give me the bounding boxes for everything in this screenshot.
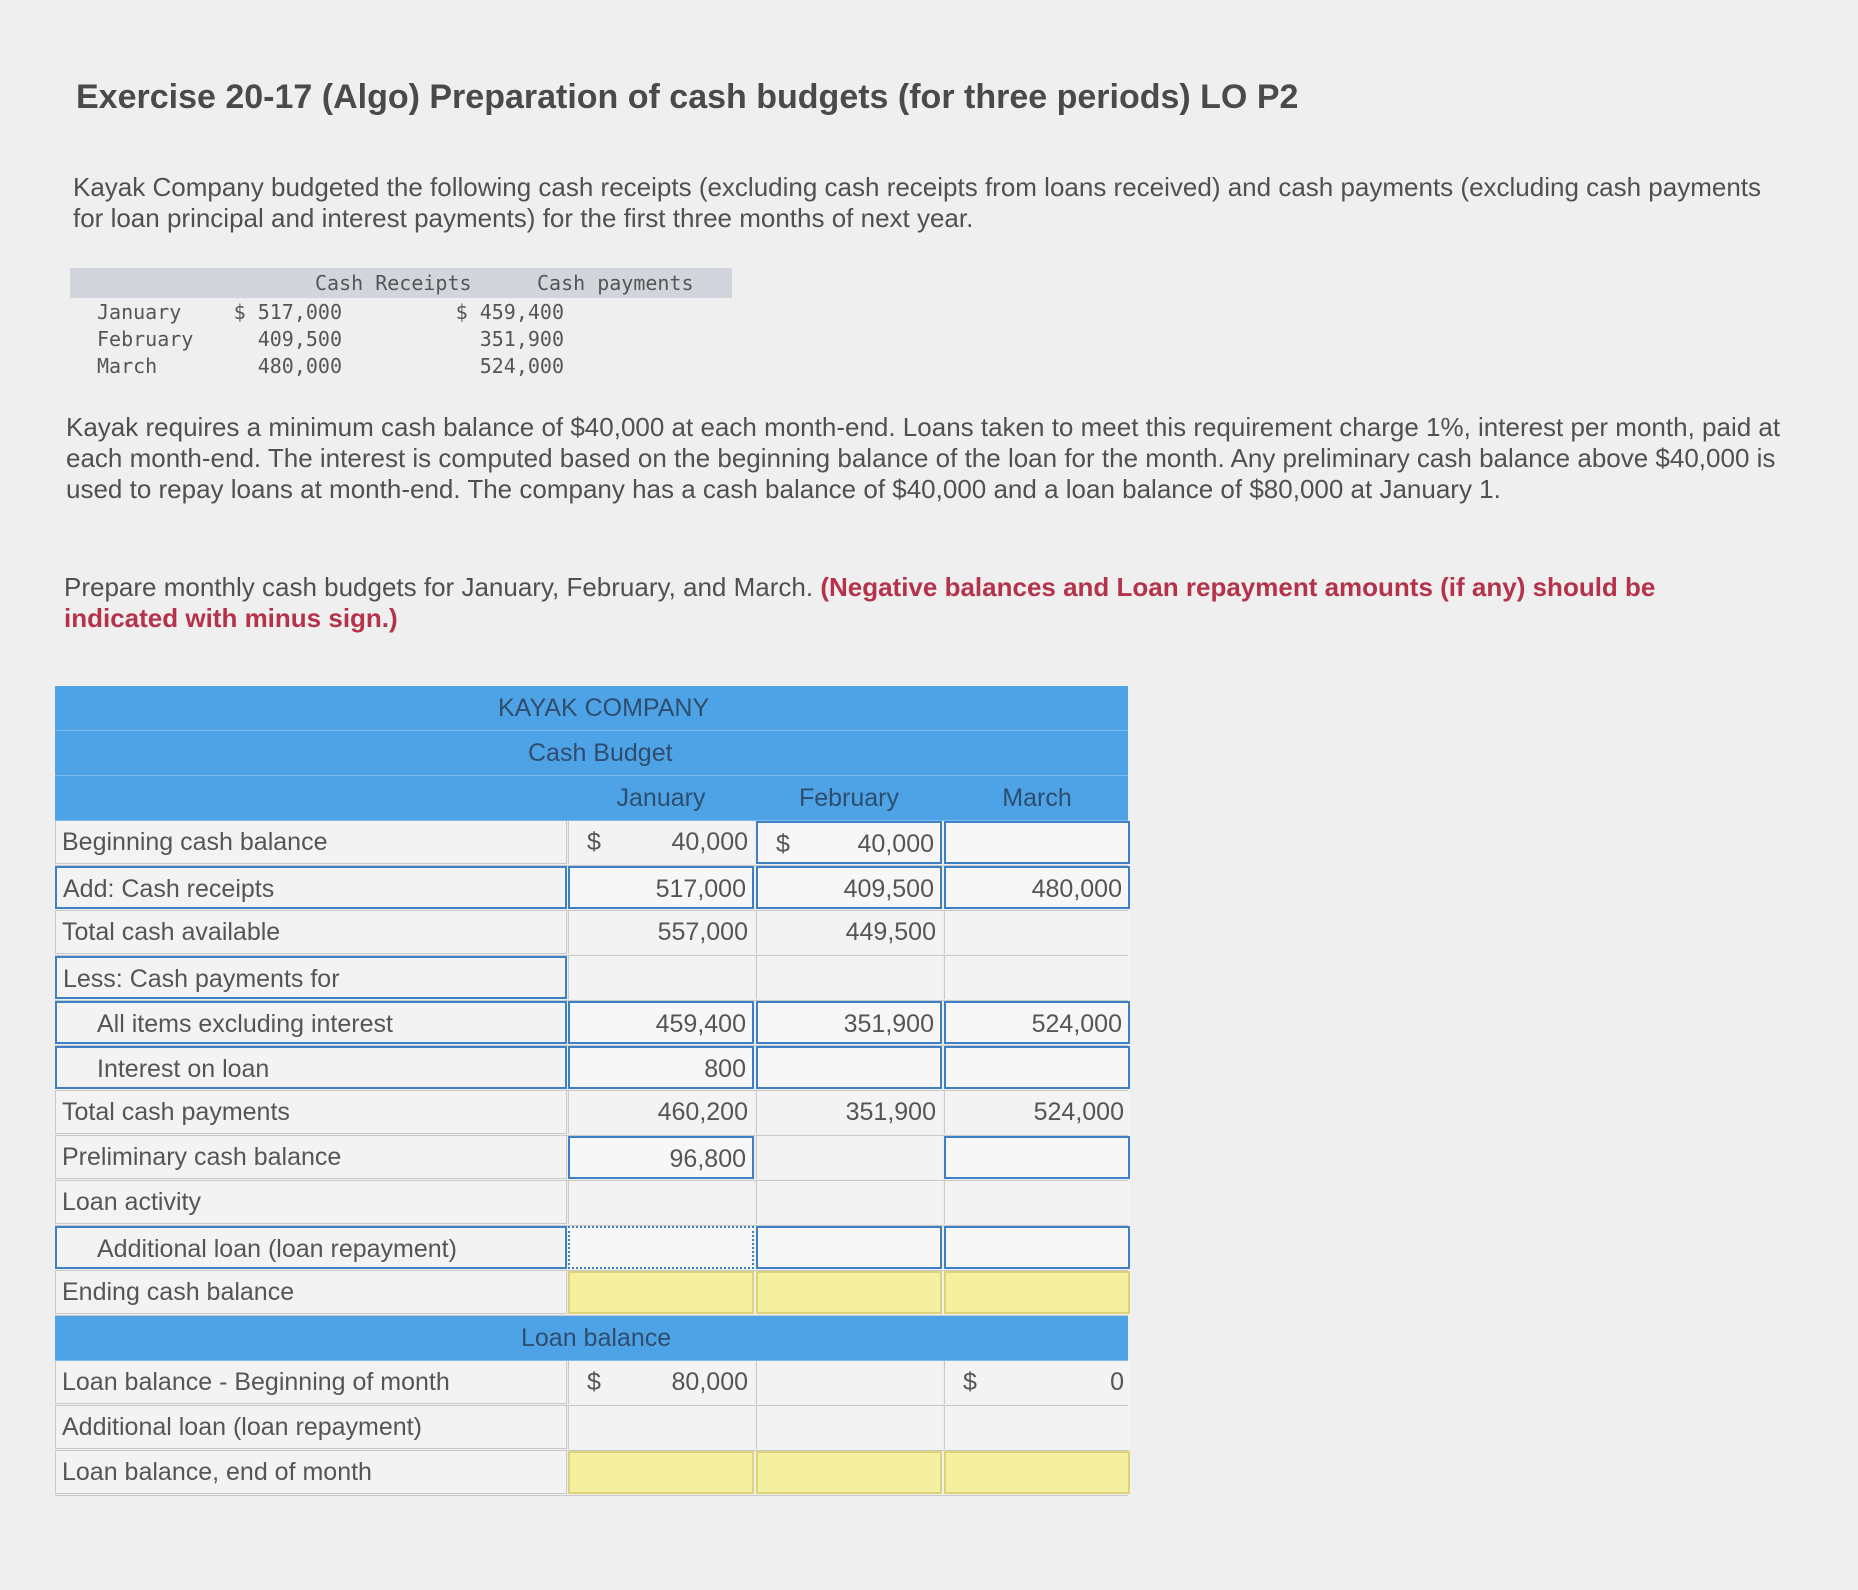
cell-value: 40,000 (857, 830, 934, 858)
row-label: Loan balance, end of month (55, 1451, 567, 1494)
row-loan-activity (55, 1181, 1128, 1226)
row-label: Beginning cash balance (55, 821, 567, 864)
jan-beginning-cash (568, 821, 754, 864)
jan-total-payments: 460,200 (568, 1091, 754, 1134)
jan-all-items[interactable]: 459,400 (568, 1001, 754, 1044)
mar-additional-loan-input[interactable] (944, 1226, 1130, 1269)
given-row-february (70, 325, 732, 352)
mar-loan-additional (944, 1406, 1130, 1449)
feb-interest[interactable] (756, 1046, 942, 1089)
feb-preliminary (756, 1136, 942, 1179)
requirements-paragraph: Kayak requires a minimum cash balance of $40,000 at each month-end. Loans taken to meet this requirement charge 1%, interest per month, paid at each month-end. The interest is computed based on the beginning balance of the loan for the month. Any preliminary cash balance above $40,000 is used to repay loans at month-end. The company has a cash balance of $40,000 and a loan balance of $80,000 at January 1. (66, 412, 1781, 504)
row-loan-additional (55, 1406, 1128, 1451)
instruction-paragraph (64, 572, 1764, 634)
currency-symbol: $ (587, 1368, 601, 1396)
row-additional-loan (55, 1226, 1128, 1271)
row-total-available (55, 911, 1128, 956)
jan-empty (568, 1181, 754, 1224)
row-label[interactable]: All items excluding interest (55, 1001, 567, 1044)
row-label: Total cash payments (55, 1091, 567, 1134)
jan-loan-begin (568, 1361, 754, 1404)
company-header (55, 686, 1128, 731)
exercise-title: Exercise 20-17 (Algo) Preparation of cash budgets (for three periods) LO P2 (76, 78, 1299, 116)
mar-empty (944, 1181, 1130, 1224)
feb-additional-loan-input[interactable] (756, 1226, 942, 1269)
feb-loan-additional (756, 1406, 942, 1449)
feb-loan-begin (756, 1361, 942, 1404)
month-label: February (97, 327, 194, 351)
mar-total-available (944, 911, 1130, 954)
row-label[interactable]: Less: Cash payments for (55, 956, 567, 999)
row-ending-cash (55, 1271, 1128, 1316)
mar-all-items[interactable]: 524,000 (944, 1001, 1130, 1044)
instruction-text: Prepare monthly cash budgets for January, February, and March. (64, 572, 821, 602)
feb-loan-end[interactable] (756, 1451, 942, 1494)
row-label: Total cash available (55, 911, 567, 954)
cell-value: 0 (1110, 1368, 1124, 1396)
mar-beginning-cash[interactable] (944, 821, 1130, 864)
payments-value: 524,000 (479, 354, 564, 378)
cell-value: 80,000 (671, 1368, 748, 1396)
mar-total-payments: 524,000 (944, 1091, 1130, 1134)
cash-budget-table (55, 686, 1128, 1496)
receipts-value: $ 517,000 (233, 300, 342, 324)
instruction-highlight: (Negative balances and Loan repayment amounts (if any) should be indicated with minus sign.) (64, 572, 1656, 633)
jan-additional-loan-input[interactable] (568, 1226, 754, 1269)
jan-total-available: 557,000 (568, 911, 754, 954)
jan-preliminary[interactable]: 96,800 (568, 1136, 754, 1179)
feb-empty (756, 956, 942, 999)
mar-ending-cash[interactable] (944, 1271, 1130, 1314)
jan-loan-end[interactable] (568, 1451, 754, 1494)
month-label: January (97, 300, 182, 324)
mar-loan-begin (944, 1361, 1130, 1404)
currency-symbol: $ (963, 1368, 977, 1396)
mar-cash-receipts[interactable]: 480,000 (944, 866, 1130, 909)
payments-value: $ 459,400 (455, 300, 564, 324)
feb-ending-cash[interactable] (756, 1271, 942, 1314)
given-data-table (70, 268, 732, 379)
given-row-march (70, 352, 732, 379)
mar-interest[interactable] (944, 1046, 1130, 1089)
row-cash-receipts (55, 866, 1128, 911)
feb-cash-receipts[interactable]: 409,500 (756, 866, 942, 909)
feb-beginning-cash[interactable] (756, 821, 942, 864)
row-label[interactable]: Interest on loan (55, 1046, 567, 1089)
row-label: Loan activity (55, 1181, 567, 1224)
jan-interest[interactable]: 800 (568, 1046, 754, 1089)
feb-total-payments: 351,900 (756, 1091, 942, 1134)
mar-empty (944, 956, 1130, 999)
mar-preliminary[interactable] (944, 1136, 1130, 1179)
mar-loan-end[interactable] (944, 1451, 1130, 1494)
row-loan-begin (55, 1361, 1128, 1406)
company-name: KAYAK COMPANY (498, 694, 710, 722)
budget-title-header (55, 731, 1128, 776)
jan-cash-receipts[interactable]: 517,000 (568, 866, 754, 909)
row-loan-end (55, 1451, 1128, 1496)
currency-symbol: $ (587, 828, 601, 856)
header-cash-receipts: Cash Receipts (315, 271, 472, 295)
intro-paragraph: Kayak Company budgeted the following cash receipts (excluding cash receipts from loans received) and cash payments (excluding cash payments for loan principal and interest payments) for the first three months of next year. (73, 172, 1762, 233)
row-label: Ending cash balance (55, 1271, 567, 1314)
currency-symbol: $ (776, 830, 790, 858)
payments-value: 351,900 (479, 327, 564, 351)
receipts-value: 480,000 (257, 354, 342, 378)
jan-empty (568, 956, 754, 999)
feb-empty (756, 1181, 942, 1224)
row-label: Preliminary cash balance (55, 1136, 567, 1179)
row-interest (55, 1046, 1128, 1091)
jan-ending-cash[interactable] (568, 1271, 754, 1314)
given-table-header (70, 268, 732, 298)
row-beginning-cash (55, 821, 1128, 866)
month-header-march: March (1002, 784, 1072, 812)
row-label[interactable]: Add: Cash receipts (55, 866, 567, 909)
row-less-payments (55, 956, 1128, 1001)
month-header-february: February (798, 784, 900, 812)
loan-balance-title: Loan balance (521, 1324, 672, 1352)
months-header (55, 776, 1128, 821)
jan-loan-additional (568, 1406, 754, 1449)
month-label: March (97, 354, 158, 378)
header-cash-payments: Cash payments (537, 271, 694, 295)
row-total-payments (55, 1091, 1128, 1136)
given-row-january (70, 298, 732, 325)
feb-total-available: 449,500 (756, 911, 942, 954)
budget-title: Cash Budget (528, 739, 673, 767)
row-label: Loan balance - Beginning of month (55, 1361, 567, 1404)
row-label: Additional loan (loan repayment) (55, 1406, 567, 1449)
row-all-items (55, 1001, 1128, 1046)
feb-all-items[interactable]: 351,900 (756, 1001, 942, 1044)
row-label[interactable]: Additional loan (loan repayment) (55, 1226, 567, 1269)
cell-value: 40,000 (671, 828, 748, 856)
month-header-january: January (616, 784, 706, 812)
row-preliminary (55, 1136, 1128, 1181)
receipts-value: 409,500 (257, 327, 342, 351)
loan-balance-header (55, 1316, 1128, 1361)
